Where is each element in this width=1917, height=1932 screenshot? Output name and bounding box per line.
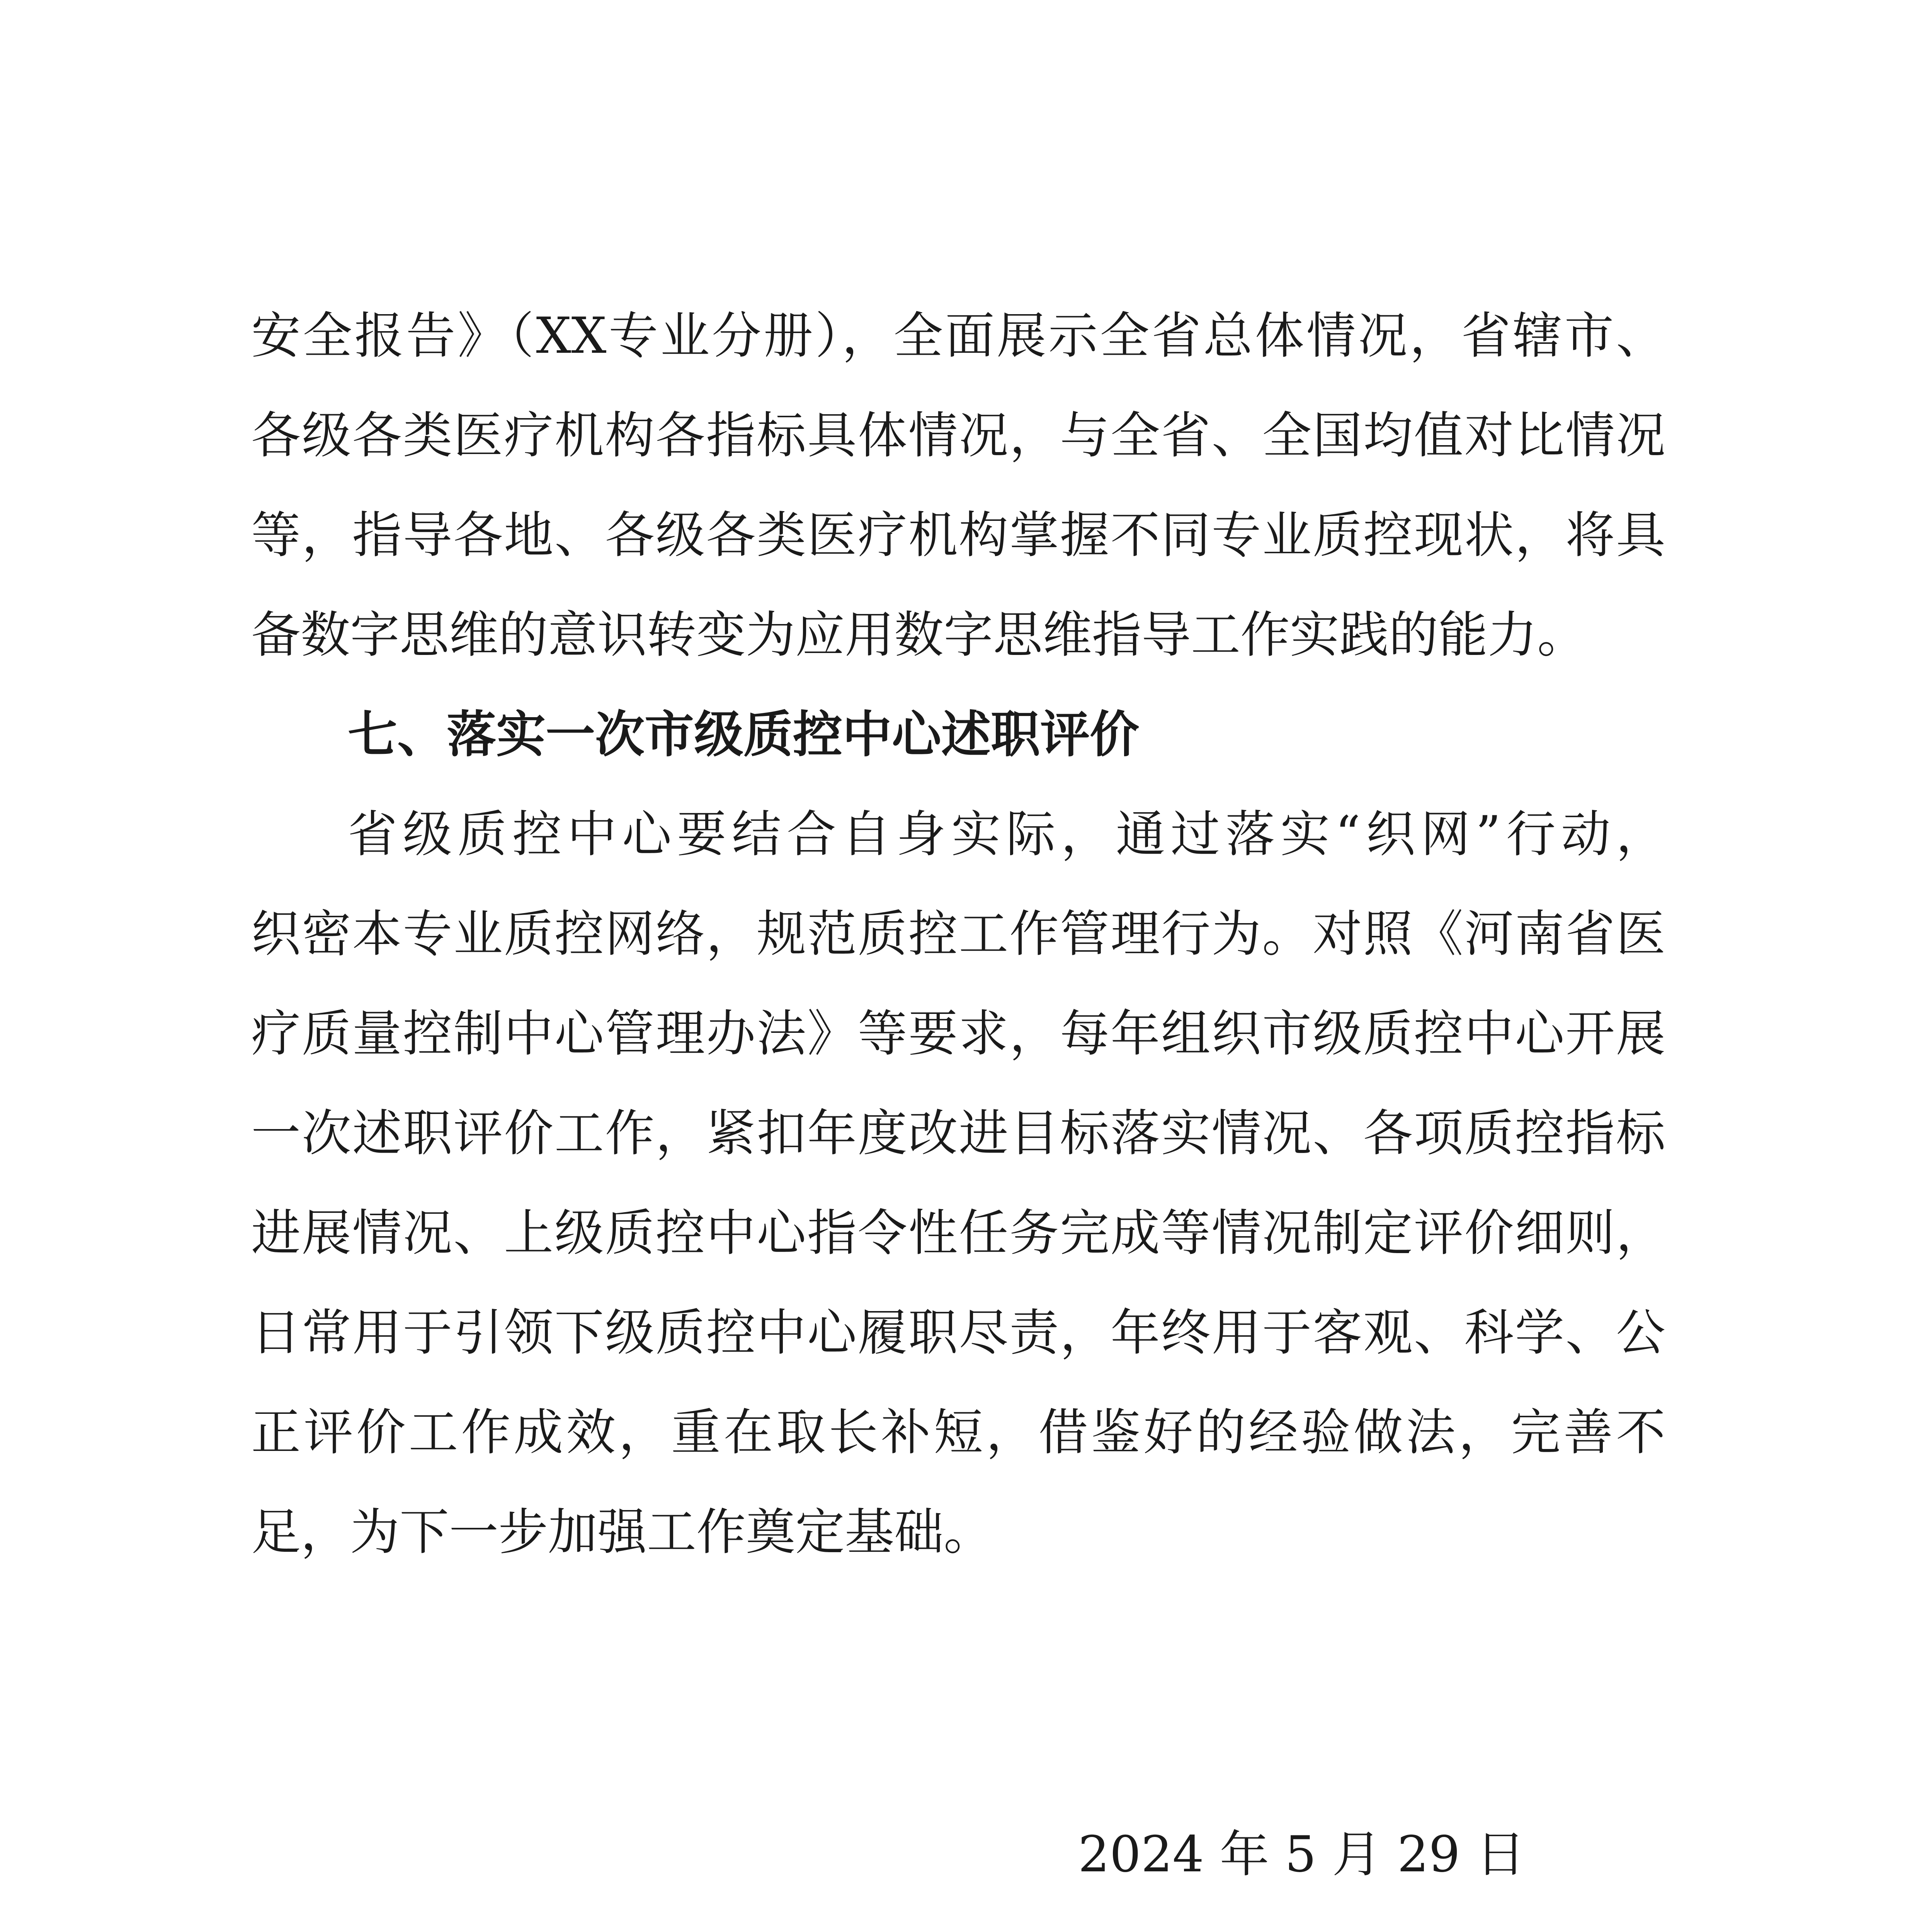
section-7-line-1: 省级质控中心要结合自身实际，通过落实“织网”行动， [348, 806, 1665, 863]
section-7-line-6: 日常用于引领下级质控中心履职尽责，年终用于客观、科学、公 [251, 1304, 1665, 1362]
section-7-line-3: 疗质量控制中心管理办法》等要求，每年组织市级质控中心开展 [251, 1005, 1665, 1063]
paragraph-1-line-3: 等，指导各地、各级各类医疗机构掌握不同专业质控现状，将具 [251, 507, 1665, 564]
paragraph-1-line-4: 备数字思维的意识转变为应用数字思维指导工作实践的能力。 [251, 606, 1587, 664]
section-7-line-8: 足，为下一步加强工作奠定基础。 [251, 1503, 993, 1561]
section-7-line-4: 一次述职评价工作，紧扣年度改进目标落实情况、各项质控指标 [251, 1105, 1665, 1162]
section-7-line-5: 进展情况、上级质控中心指令性任务完成等情况制定评价细则， [251, 1204, 1665, 1262]
section-7-line-7: 正评价工作成效，重在取长补短，借鉴好的经验做法，完善不 [251, 1404, 1665, 1461]
section-7-heading: 七、落实一次市级质控中心述职评价 [348, 706, 1140, 764]
paragraph-1-line-1: 安全报告》（XX专业分册），全面展示全省总体情况，省辖市、 [251, 307, 1665, 365]
paragraph-1-line-2: 各级各类医疗机构各指标具体情况，与全省、全国均值对比情况 [251, 407, 1665, 464]
section-7-line-2: 织密本专业质控网络，规范质控工作管理行为。对照《河南省医 [251, 905, 1665, 963]
document-date: 2024 年 5 月 29 日 [1078, 1826, 1526, 1883]
